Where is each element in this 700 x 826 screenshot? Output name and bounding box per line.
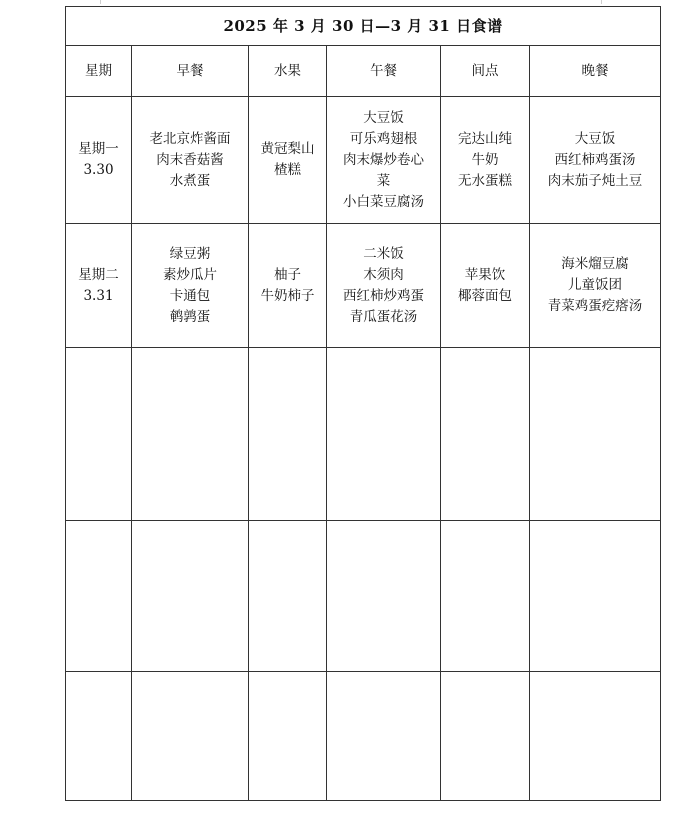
empty-cell — [132, 672, 249, 801]
breakfast-cell — [132, 97, 249, 224]
lunch-cell — [327, 97, 441, 224]
day-name: 星期一 — [78, 141, 119, 157]
lunch-item: 菜 — [376, 172, 391, 189]
empty-cell — [530, 672, 661, 801]
snack-cell — [441, 97, 530, 224]
empty-cell — [441, 521, 530, 672]
fruit-item: 楂糕 — [274, 162, 301, 178]
header-breakfast: 早餐 — [132, 46, 249, 97]
snack-item: 无水蛋糕 — [458, 172, 512, 189]
snack-item: 牛奶 — [471, 151, 499, 168]
empty-cell — [132, 521, 249, 672]
empty-cell — [66, 672, 132, 801]
dinner-cell — [530, 97, 661, 224]
dinner-item: 大豆饭 — [574, 130, 616, 147]
snack-item: 完达山纯 — [458, 130, 512, 147]
breakfast-item: 绿豆粥 — [169, 245, 211, 262]
lunch-item: 二米饭 — [363, 245, 404, 262]
fruit-cell — [249, 224, 327, 348]
table-row-empty — [66, 348, 661, 521]
dinner-item: 青菜鸡蛋疙瘩汤 — [547, 298, 643, 314]
breakfast-item: 老北京炸酱面 — [149, 130, 231, 147]
day-cell — [66, 97, 132, 224]
breakfast-item: 卡通包 — [169, 287, 211, 304]
header-lunch: 午餐 — [327, 46, 441, 97]
fruit-cell — [249, 97, 327, 224]
table-row-empty — [66, 521, 661, 672]
snack-item: 苹果饮 — [464, 266, 506, 283]
page-margin-marks — [100, 0, 602, 4]
table-row-monday — [66, 97, 661, 224]
lunch-item: 西红柿炒鸡蛋 — [343, 287, 424, 304]
header-fruit: 水果 — [249, 46, 327, 97]
snack-cell — [441, 224, 530, 348]
lunch-item: 肉末爆炒卷心 — [343, 151, 424, 168]
lunch-item: 小白菜豆腐汤 — [343, 193, 424, 210]
lunch-item: 木须肉 — [363, 266, 404, 283]
weekly-menu-table — [65, 6, 661, 801]
day-date: 3.31 — [83, 287, 114, 304]
dinner-item: 肉末茄子炖土豆 — [547, 172, 643, 189]
breakfast-item: 鹌鹑蛋 — [169, 308, 211, 325]
breakfast-item: 素炒瓜片 — [163, 266, 217, 283]
header-weekday: 星期 — [66, 46, 132, 97]
empty-cell — [249, 521, 327, 672]
table-row-empty — [66, 672, 661, 801]
header-row — [66, 46, 661, 97]
empty-cell — [66, 521, 132, 672]
lunch-item: 可乐鸡翅根 — [349, 130, 418, 147]
empty-cell — [530, 521, 661, 672]
lunch-item: 青瓜蛋花汤 — [349, 308, 418, 325]
header-dinner: 晚餐 — [530, 46, 661, 97]
empty-cell — [441, 348, 530, 521]
empty-cell — [327, 521, 441, 672]
lunch-cell — [327, 224, 441, 348]
dinner-item: 儿童饭团 — [568, 277, 623, 293]
snack-item: 椰蓉面包 — [458, 287, 512, 304]
empty-cell — [530, 348, 661, 521]
empty-cell — [327, 348, 441, 521]
breakfast-item: 肉末香菇酱 — [156, 151, 224, 168]
table-row-tuesday — [66, 224, 661, 348]
day-cell — [66, 224, 132, 348]
lunch-item: 大豆饭 — [363, 109, 404, 126]
header-snack: 间点 — [441, 46, 530, 97]
dinner-item: 海米熘豆腐 — [561, 256, 629, 272]
empty-cell — [327, 672, 441, 801]
empty-cell — [132, 348, 249, 521]
empty-cell — [441, 672, 530, 801]
fruit-item: 黄冠梨山 — [260, 141, 315, 157]
breakfast-cell — [132, 224, 249, 348]
empty-cell — [66, 348, 132, 521]
menu-title: 2025 年 3 月 30 日—3 月 31 日食谱 — [66, 7, 661, 46]
empty-cell — [249, 348, 327, 521]
breakfast-item: 水煮蛋 — [169, 172, 211, 189]
day-date: 3.30 — [83, 162, 114, 178]
dinner-cell — [530, 224, 661, 348]
dinner-item: 西红柿鸡蛋汤 — [554, 151, 636, 168]
fruit-item: 柚子 — [274, 266, 301, 283]
empty-cell — [249, 672, 327, 801]
fruit-item: 牛奶柿子 — [260, 287, 315, 304]
day-name: 星期二 — [78, 266, 119, 283]
